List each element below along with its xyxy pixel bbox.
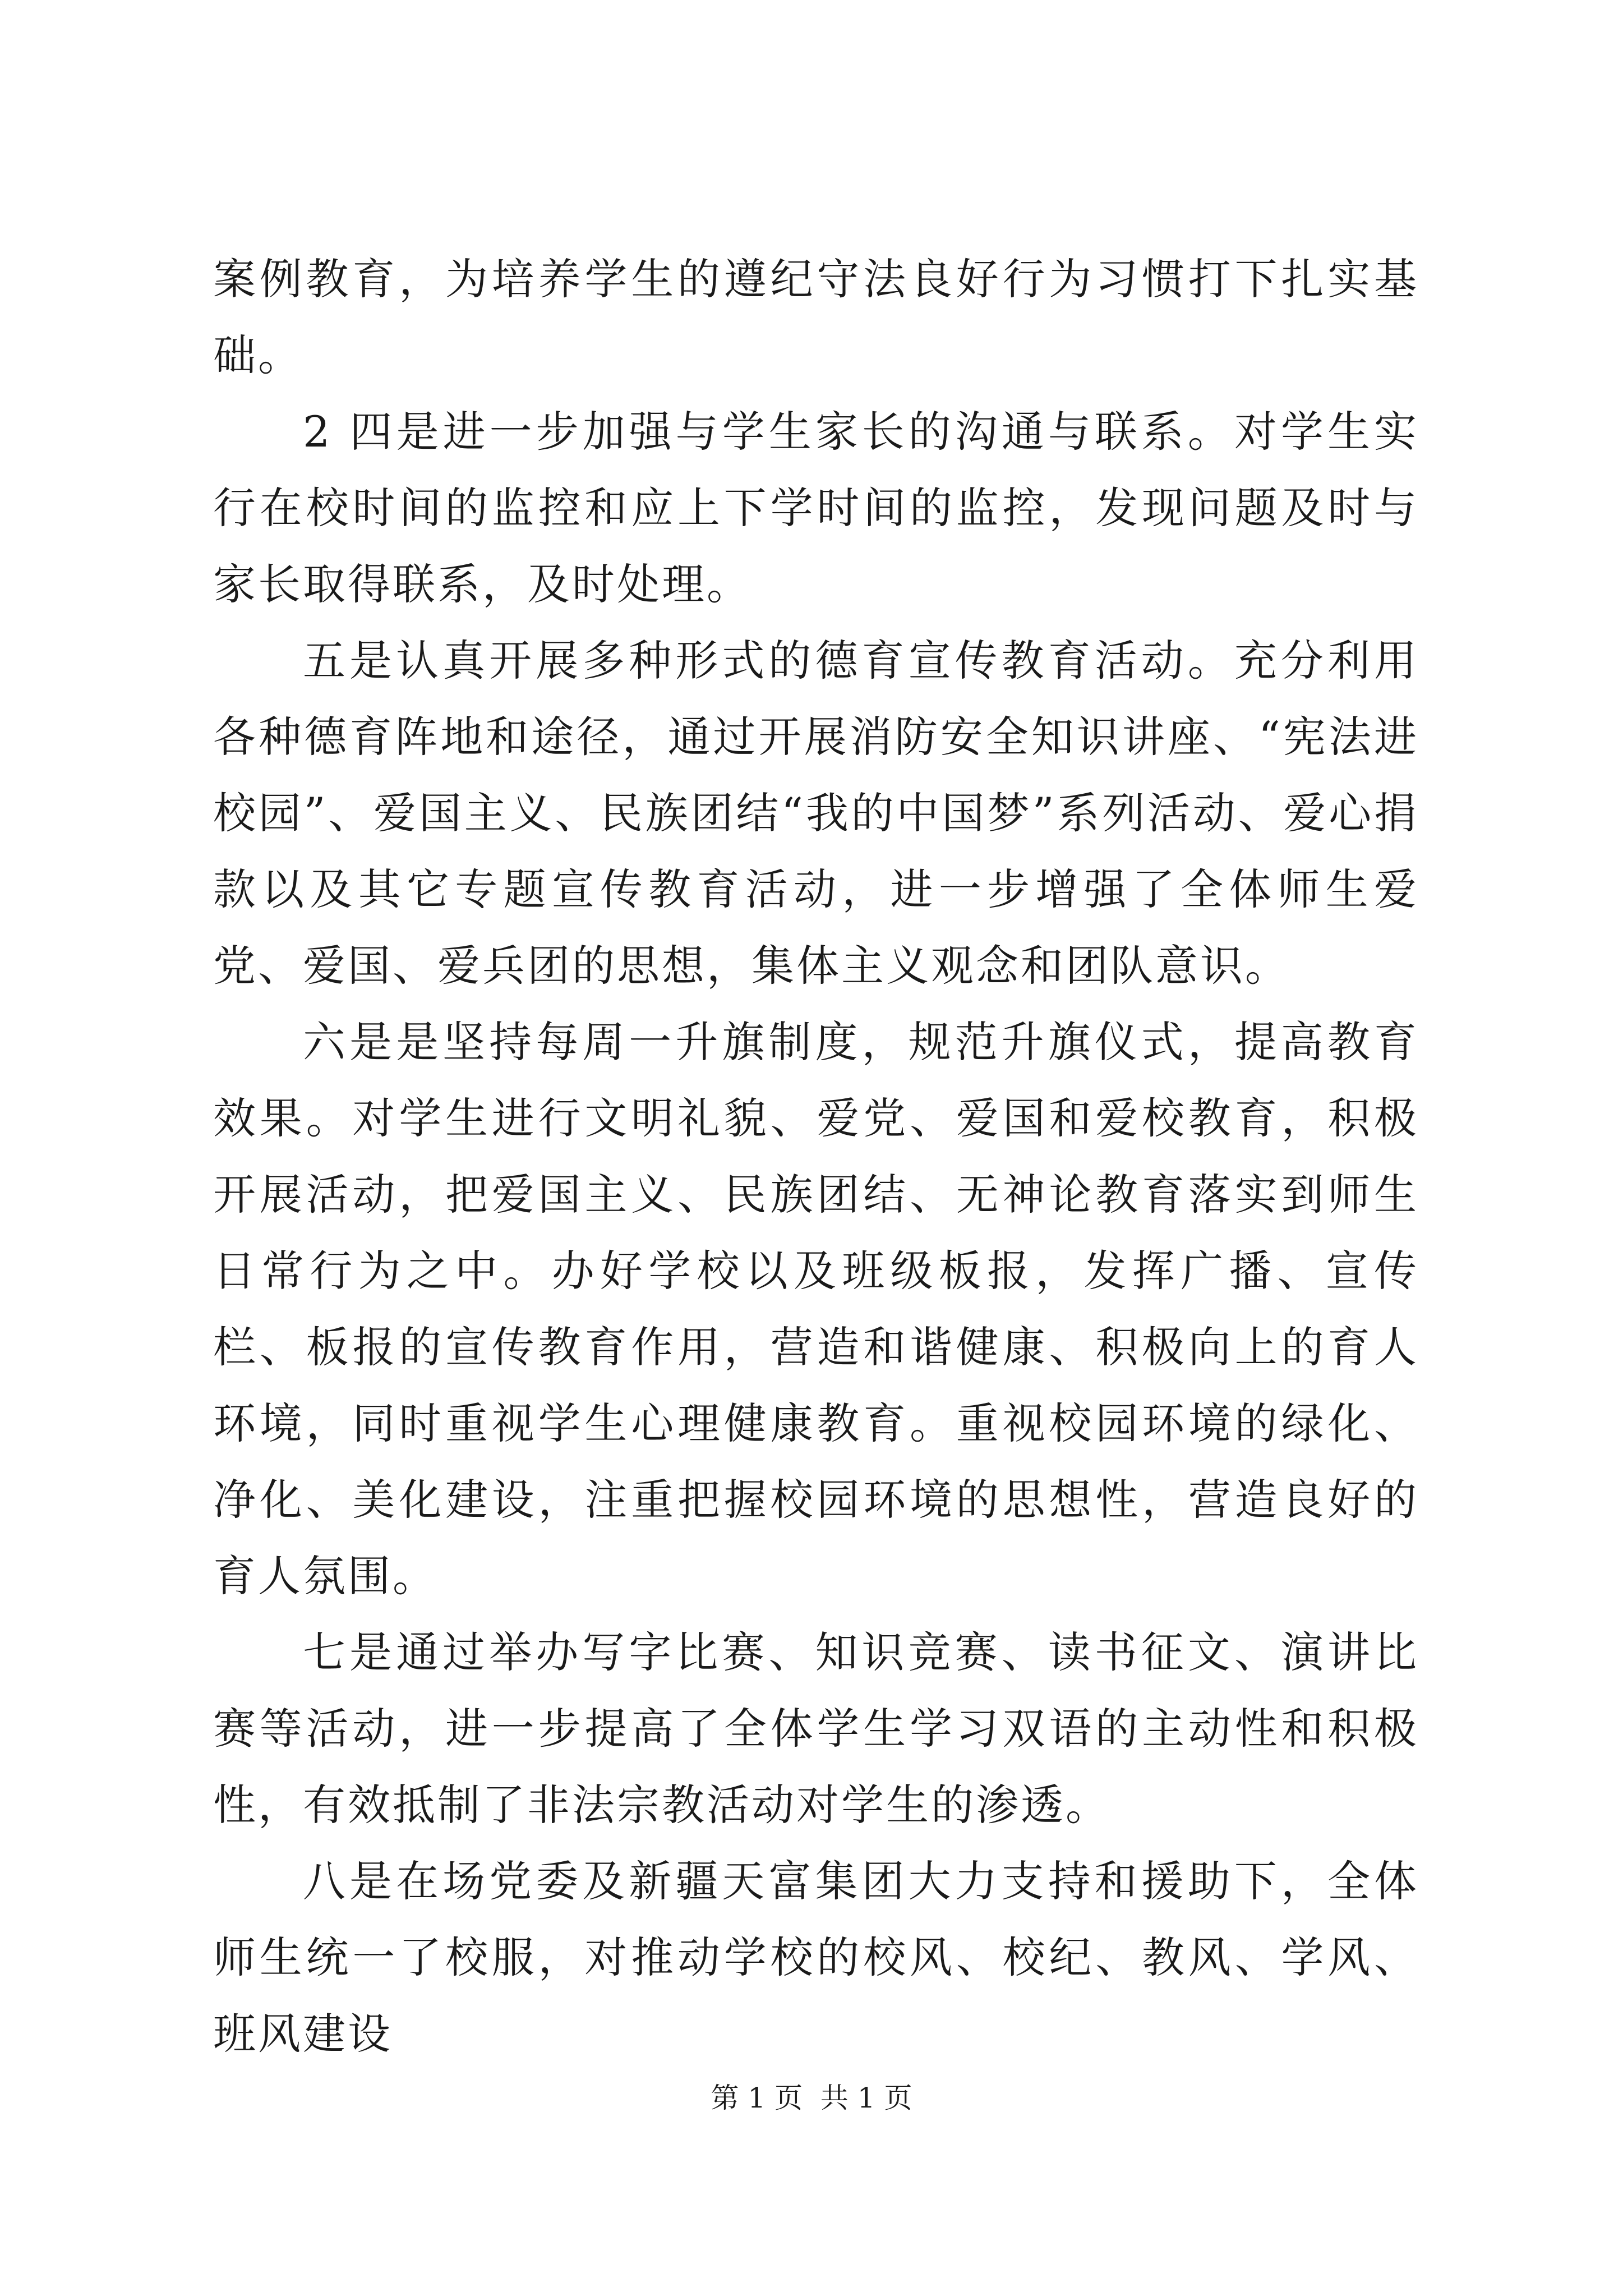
paragraph-1: 案例教育，为培养学生的遵纪守法良好行为习惯打下扎实基础。: [213, 254, 1419, 380]
paragraph-5: 七是通过举办写字比赛、知识竞赛、读书征文、演讲比赛等活动，进一步提高了全体学生学习双语的主动性和积极性，有效抵制了非法宗教活动对学生的渗透。: [213, 1627, 1419, 1830]
page-number-label: 第 1 页 共 1 页: [711, 2082, 912, 2114]
paragraph-4: 六是是坚持每周一升旗制度，规范升旗仪式，提高教育效果。对学生进行文明礼貌、爱党、爱国和爱校教育，积极开展活动，把爱国主义、民族团结、无神论教育落实到师生日常行为之中。办好学校以及班级板报，发挥广播、宣传栏、板报的宣传教育作用，营造和谐健康、积极向上的育人环境，同时重视学生心理健康教育。重视校园环境的绿化、净化、美化建设，注重把握校园环境的思想性，营造良好的育人氛围。: [213, 1017, 1419, 1601]
paragraph-2: 2 四是进一步加强与学生家长的沟通与联系。对学生实行在校时间的监控和应上下学时间的监控，发现问题及时与家长取得联系，及时处理。: [213, 407, 1419, 609]
paragraph-6: 八是在场党委及新疆天富集团大力支持和援助下，全体师生统一了校服，对推动学校的校风、校纪、教风、学风、班风建设: [213, 1856, 1419, 2059]
paragraph-3: 五是认真开展多种形式的德育宣传教育活动。充分利用各种德育阵地和途径，通过开展消防安全知识讲座、“宪法进校园”、爱国主义、民族团结“我的中国梦”系列活动、爱心捐款以及其它专题宣传教育活动，进一步增强了全体师生爱党、爱国、爱兵团的思想，集体主义观念和团队意识。: [213, 636, 1419, 991]
page-footer: [0, 2078, 1623, 2118]
document-body: [213, 241, 1419, 2072]
